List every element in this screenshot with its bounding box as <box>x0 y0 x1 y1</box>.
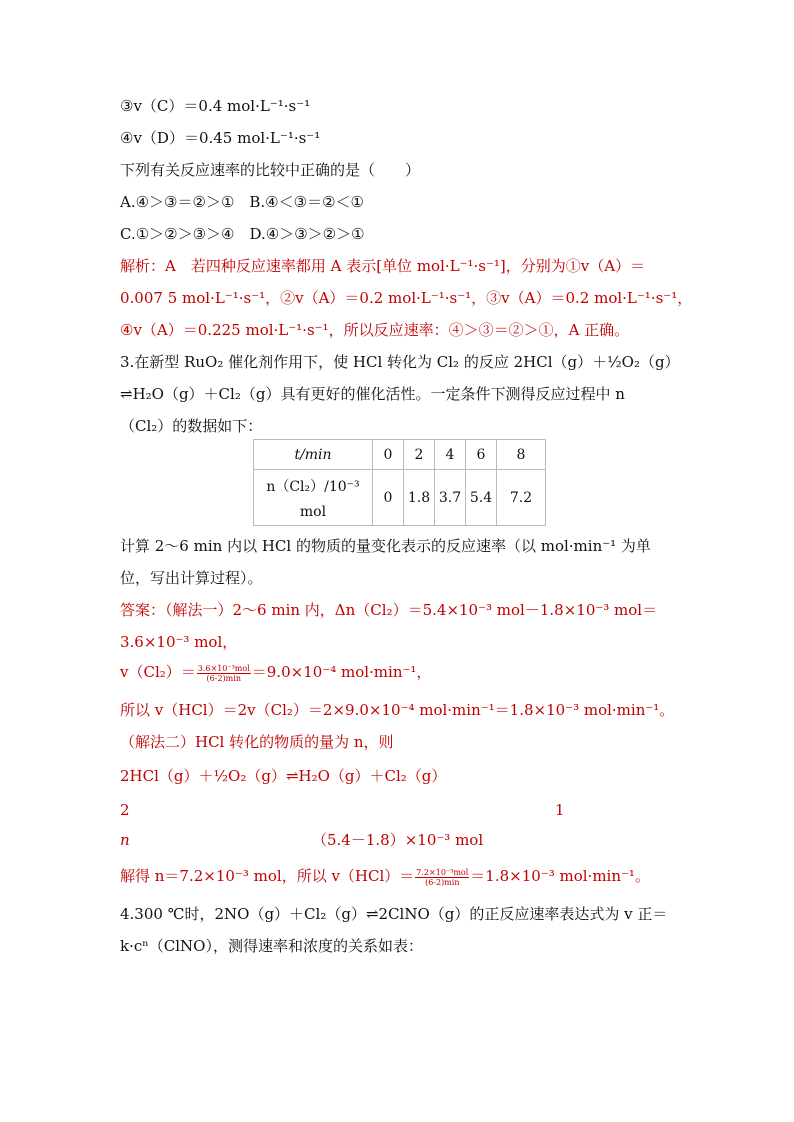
table-header-amount-b: mol <box>299 503 327 520</box>
table-cell: 8 <box>497 440 546 470</box>
table-cell: 6 <box>466 440 497 470</box>
answer-line-8-right: （5.4－1.8）×10⁻³ mol <box>312 831 484 849</box>
answer-line-3 <box>120 662 431 683</box>
table-header-amount <box>254 470 373 526</box>
answer-line-4: 所以 v（HCl）＝2v（Cl₂）＝2×9.0×10⁻⁴ mol·min⁻¹＝1.8×10⁻³ mol·min⁻¹。 <box>120 701 675 719</box>
answer-line-6: 2HCl（g）＋½O₂（g）⇌H₂O（g）＋Cl₂（g） <box>120 767 447 785</box>
question-2-prompt: 下列有关反应速率的比较中正确的是（ ） <box>120 161 421 179</box>
table-cell: 7.2 <box>497 470 546 526</box>
fraction-denominator: (6-2)min <box>425 877 460 887</box>
question-4-line-1: 4.300 ℃时，2NO（g）＋Cl₂（g）⇌2ClNO（g）的正反应速率表达式为 v 正＝ <box>120 905 668 923</box>
question-3-ask-2: 位，写出计算过程）。 <box>120 569 263 587</box>
q2-solution-line-3: ④v（A）＝0.225 mol·L⁻¹·s⁻¹，所以反应速率：④＞③＝②＞①，A 正确。 <box>120 321 630 339</box>
fraction-numerator: 3.6×10⁻³mol <box>197 663 250 673</box>
q2-solution-line-1: 解析：A 若四种反应速率都用 A 表示[单位 mol·L⁻¹·s⁻¹]，分别为①v（A）＝ <box>120 257 646 275</box>
answer-line-3-post: ＝9.0×10⁻⁴ mol·min⁻¹， <box>251 663 432 681</box>
fraction-denominator: (6-2)min <box>206 673 241 683</box>
question-3-line-3: （Cl₂）的数据如下： <box>120 417 263 435</box>
question-3-ask-1: 计算 2～6 min 内以 HCl 的物质的量变化表示的反应速率（以 mol·min⁻¹ 为单 <box>120 537 651 555</box>
answer-line-1: 答案：（解法一）2～6 min 内，Δn（Cl₂）＝5.4×10⁻³ mol－1.8×10⁻³ mol＝ <box>120 601 658 619</box>
question-3-line-1: 3.在新型 RuO₂ 催化剂作用下，使 HCl 转化为 Cl₂ 的反应 2HCl（g）＋½O₂（g） <box>120 353 680 371</box>
option-4: ④v（D）＝0.45 mol·L⁻¹·s⁻¹ <box>120 129 321 147</box>
question-4-line-2: k·cⁿ（ClNO），测得速率和浓度的关系如表： <box>120 937 423 955</box>
answer-line-7-right: 1 <box>555 801 565 819</box>
answer-line-8-left: n <box>120 831 130 849</box>
table-cell: 3.7 <box>435 470 466 526</box>
choices-ab: A.④＞③＝②＞① B.④＜③＝②＜① <box>120 193 364 211</box>
answer-line-7-left: 2 <box>120 801 130 819</box>
answer-line-9-pre: 解得 n＝7.2×10⁻³ mol，所以 v（HCl）＝ <box>120 867 415 885</box>
option-3: ③v（C）＝0.4 mol·L⁻¹·s⁻¹ <box>120 97 311 115</box>
table-cell: 0 <box>373 470 404 526</box>
answer-line-3-pre: v（Cl₂）＝ <box>120 663 196 681</box>
answer-line-9-post: ＝1.8×10⁻³ mol·min⁻¹。 <box>470 867 650 885</box>
table-cell: 5.4 <box>466 470 497 526</box>
data-table <box>253 439 546 526</box>
answer-line-5: （解法二）HCl 转化的物质的量为 n，则 <box>120 733 394 751</box>
table-cell: 4 <box>435 440 466 470</box>
answer-line-9 <box>120 866 650 887</box>
table-row <box>254 470 546 526</box>
table-header-amount-a: n（Cl₂）/10⁻³ <box>266 478 360 495</box>
choices-cd: C.①＞②＞③＞④ D.④＞③＞②＞① <box>120 225 365 243</box>
table-row <box>254 440 546 470</box>
fraction <box>415 868 469 887</box>
table-cell: 1.8 <box>404 470 435 526</box>
table-cell: 2 <box>404 440 435 470</box>
fraction-numerator: 7.2×10⁻³mol <box>416 867 469 877</box>
fraction <box>197 664 251 683</box>
answer-line-2: 3.6×10⁻³ mol， <box>120 633 238 651</box>
q2-solution-line-2: 0.007 5 mol·L⁻¹·s⁻¹，②v（A）＝0.2 mol·L⁻¹·s⁻¹，③v（A）＝0.2 mol·L⁻¹·s⁻¹， <box>120 289 693 307</box>
table-header-time: t/min <box>254 440 373 470</box>
question-3-line-2: ⇌H₂O（g）＋Cl₂（g）具有更好的催化活性。一定条件下测得反应过程中 n <box>120 385 625 403</box>
table-cell: 0 <box>373 440 404 470</box>
